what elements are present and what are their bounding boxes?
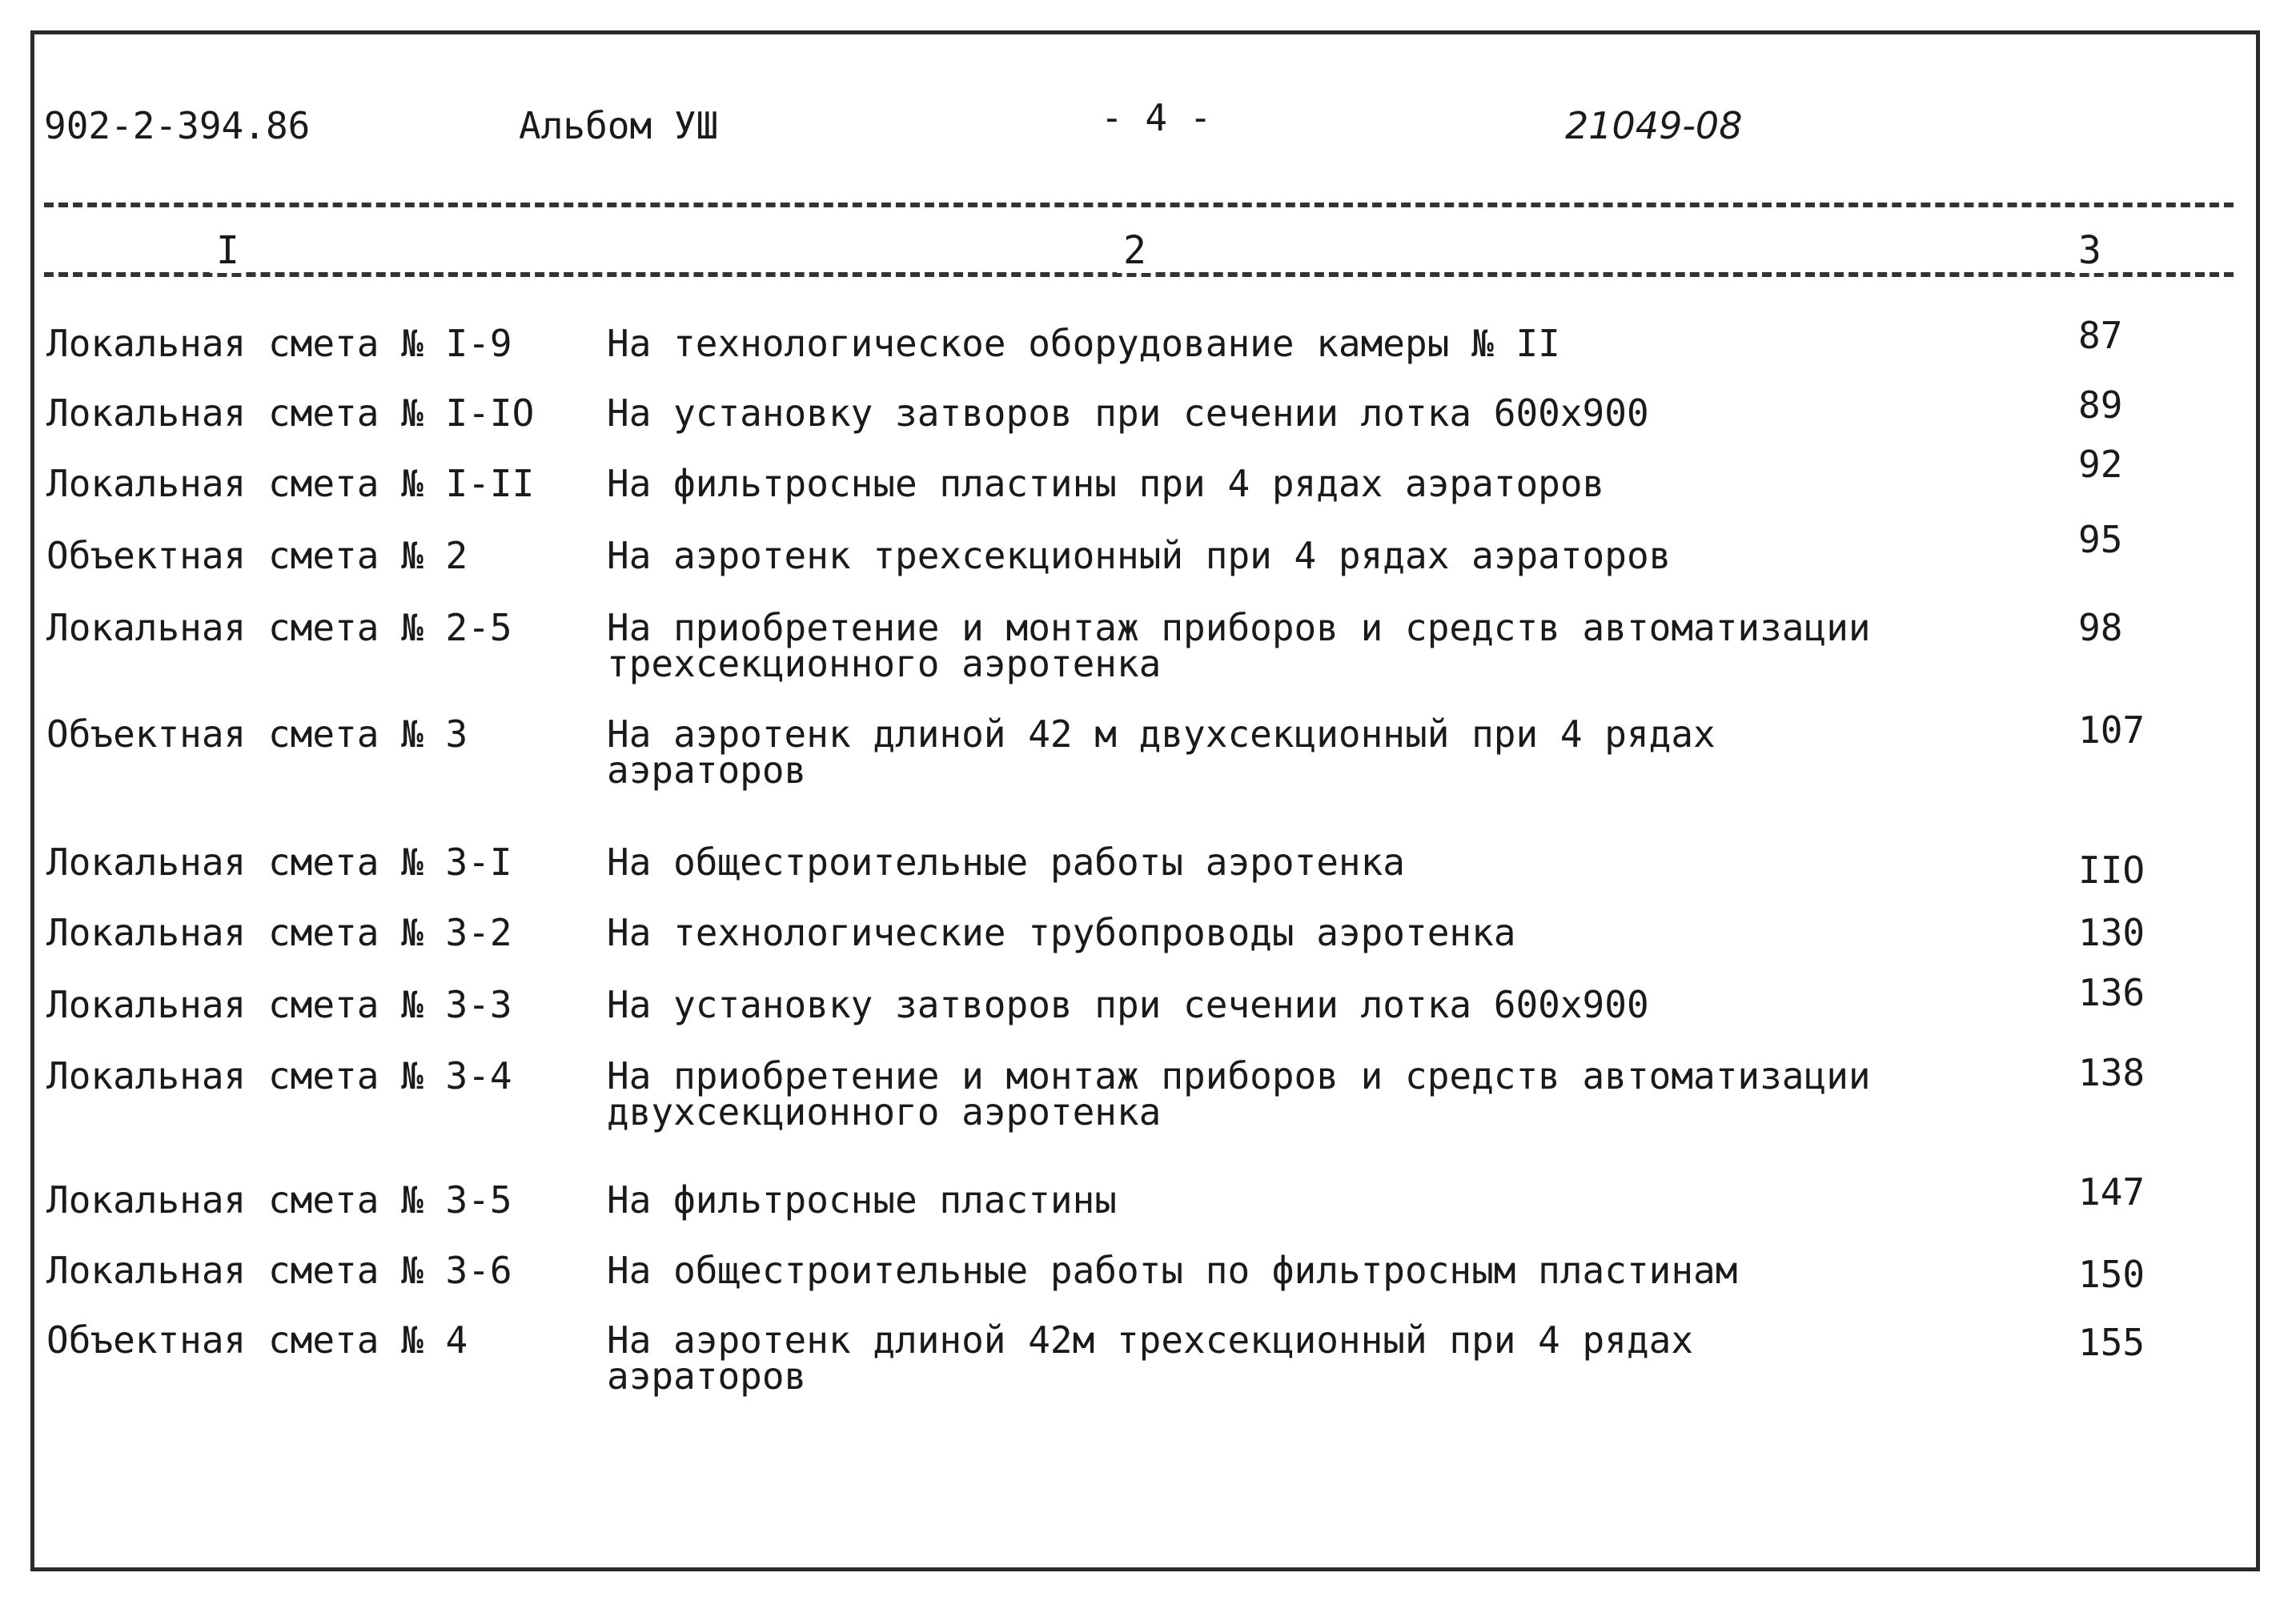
estimate-name: Локальная смета № 3-I (46, 841, 512, 884)
estimate-description-cont: аэраторов (607, 748, 807, 792)
estimate-name: Локальная смета № 3-2 (46, 911, 512, 954)
estimate-page: 150 (2078, 1253, 2145, 1296)
estimate-page: 138 (2078, 1051, 2145, 1094)
page-number: - 4 - (1101, 96, 1212, 139)
estimate-description: На установку затворов при сечении лотка 600х900 (607, 391, 1649, 435)
estimate-description: На аэротенк длиной 42м трехсекционный при 4 рядах (607, 1318, 1694, 1362)
estimate-page: 89 (2078, 383, 2123, 427)
estimate-description: На установку затворов при сечении лотка 600х900 (607, 983, 1649, 1026)
estimate-page: 107 (2078, 708, 2145, 752)
estimate-description: На технологическое оборудование камеры № II (607, 322, 1560, 365)
estimate-name: Объектная смета № 3 (46, 712, 468, 756)
estimate-name: Локальная смета № I-IO (46, 391, 535, 435)
estimate-name: Локальная смета № 2-5 (46, 606, 512, 649)
estimate-name: Объектная смета № 4 (46, 1318, 468, 1362)
estimate-page: 147 (2078, 1170, 2145, 1214)
column-number-2: 2 (1117, 228, 1153, 273)
estimate-description: На общестроительные работы аэротенка (607, 841, 1405, 884)
estimate-page: 155 (2078, 1321, 2145, 1364)
estimate-description-cont: двухсекционного аэротенка (607, 1090, 1162, 1134)
estimate-page: 136 (2078, 971, 2145, 1014)
estimate-page: 92 (2078, 443, 2123, 486)
estimate-page: 87 (2078, 314, 2123, 357)
estimate-description-cont: аэраторов (607, 1354, 807, 1398)
estimate-name: Локальная смета № I-II (46, 462, 535, 505)
estimate-page: IIO (2078, 849, 2145, 892)
column-number-3: 3 (2072, 228, 2108, 273)
estimate-description: На приобретение и монтаж приборов и средств автоматизации (607, 1054, 1871, 1097)
estimate-description: На технологические трубопроводы аэротенка (607, 911, 1516, 954)
estimate-description: На аэротенк трехсекционный при 4 рядах аэраторов (607, 534, 1672, 577)
estimate-description: На фильтросные пластины при 4 рядах аэраторов (607, 462, 1605, 505)
estimate-description: На приобретение и монтаж приборов и средств автоматизации (607, 606, 1871, 649)
column-number-1: I (210, 228, 246, 273)
estimate-name: Локальная смета № 3-5 (46, 1178, 512, 1222)
inventory-number: 21049-08 (1565, 104, 1743, 147)
estimate-page: 98 (2078, 606, 2123, 649)
estimate-page: 130 (2078, 911, 2145, 954)
estimate-description: На аэротенк длиной 42 м двухсекционный при 4 рядах (607, 712, 1716, 756)
estimate-page: 95 (2078, 518, 2123, 561)
estimate-name: Локальная смета № I-9 (46, 322, 512, 365)
divider-top (44, 203, 2234, 207)
album-label: Альбом УШ (519, 104, 719, 147)
estimate-name: Локальная смета № 3-4 (46, 1054, 512, 1097)
estimate-description: На общестроительные работы по фильтросным пластинам (607, 1249, 1738, 1292)
estimate-name: Локальная смета № 3-6 (46, 1249, 512, 1292)
estimate-description-cont: трехсекционного аэротенка (607, 642, 1162, 685)
estimate-description: На фильтросные пластины (607, 1178, 1117, 1222)
document-code: 902-2-394.86 (44, 104, 311, 147)
estimate-name: Объектная смета № 2 (46, 534, 468, 577)
estimate-name: Локальная смета № 3-3 (46, 983, 512, 1026)
